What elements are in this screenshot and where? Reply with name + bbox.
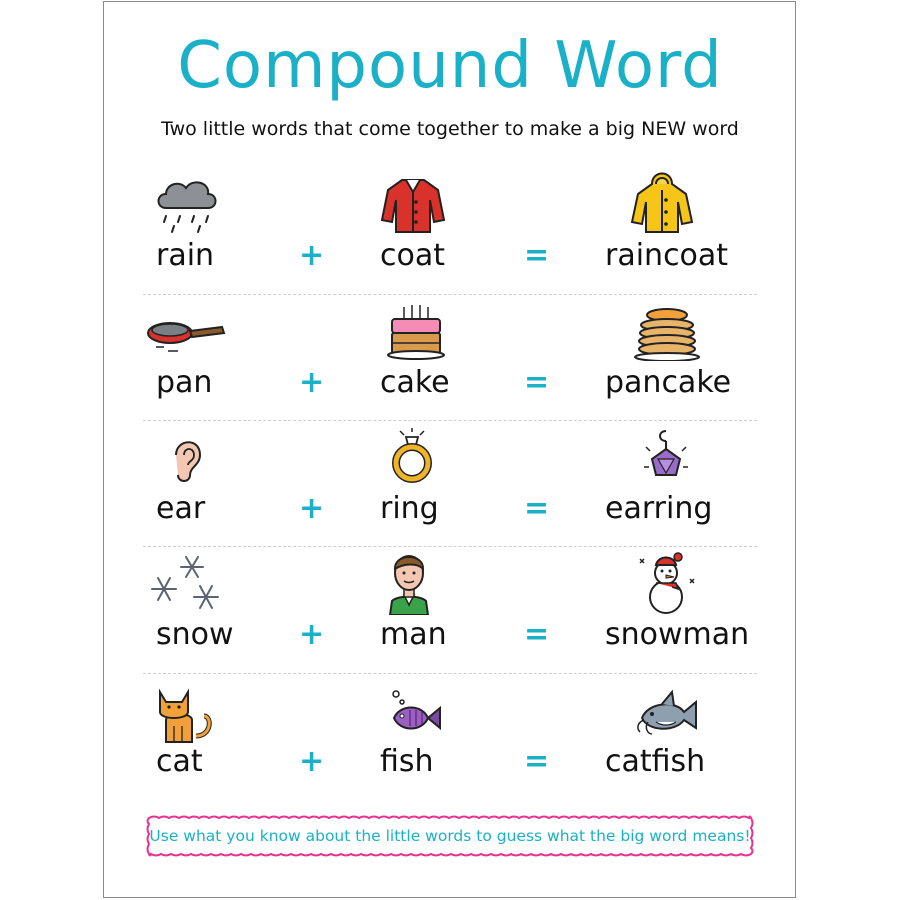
yellow-raincoat-icon xyxy=(630,168,694,234)
plus-sign: + xyxy=(299,365,325,400)
rain-cloud-icon xyxy=(152,174,222,234)
subtitle: Two little words that come together to make a big NEW word xyxy=(161,118,739,140)
plus-sign: + xyxy=(299,744,325,779)
snowflakes-icon xyxy=(146,553,226,617)
first-word: ear xyxy=(156,491,206,526)
ear-icon xyxy=(168,435,204,485)
first-word: rain xyxy=(156,238,215,273)
second-word: cake xyxy=(380,365,450,400)
second-word: coat xyxy=(380,238,445,273)
compound-word: raincoat xyxy=(605,238,729,273)
compound-word: earring xyxy=(605,491,713,526)
catfish-icon xyxy=(632,688,702,738)
compound-word: snowman xyxy=(605,617,750,652)
second-word: man xyxy=(380,617,447,652)
compound-word: pancake xyxy=(605,365,732,400)
page-title: Compound Word xyxy=(177,29,723,103)
plus-sign: + xyxy=(299,491,325,526)
word-row-earring xyxy=(0,421,900,547)
frying-pan-icon xyxy=(146,317,226,357)
second-word: fish xyxy=(380,744,434,779)
man-icon xyxy=(384,551,434,615)
plus-sign: + xyxy=(299,238,325,273)
cat-icon xyxy=(152,686,214,744)
equals-sign: = xyxy=(524,238,550,273)
second-word: ring xyxy=(380,491,439,526)
red-coat-icon xyxy=(378,176,448,234)
tip-banner xyxy=(143,812,757,860)
birthday-cake-icon xyxy=(386,301,446,361)
tip-text: Use what you know about the little words to guess what the big word means! xyxy=(149,827,751,845)
compound-word: catfish xyxy=(605,744,706,779)
fish-icon xyxy=(386,688,446,738)
first-word: pan xyxy=(156,365,213,400)
ring-icon xyxy=(392,427,432,485)
equals-sign: = xyxy=(524,365,550,400)
equals-sign: = xyxy=(524,744,550,779)
equals-sign: = xyxy=(524,491,550,526)
snowman-icon xyxy=(632,551,698,615)
first-word: cat xyxy=(156,744,203,779)
word-row-pancake xyxy=(0,295,900,421)
pancake-stack-icon xyxy=(634,305,700,361)
plus-sign: + xyxy=(299,617,325,652)
word-row-catfish xyxy=(0,674,900,800)
equals-sign: = xyxy=(524,617,550,652)
earring-icon xyxy=(640,427,692,485)
word-row-snowman xyxy=(0,547,900,673)
first-word: snow xyxy=(156,617,234,652)
word-row-raincoat xyxy=(0,168,900,294)
